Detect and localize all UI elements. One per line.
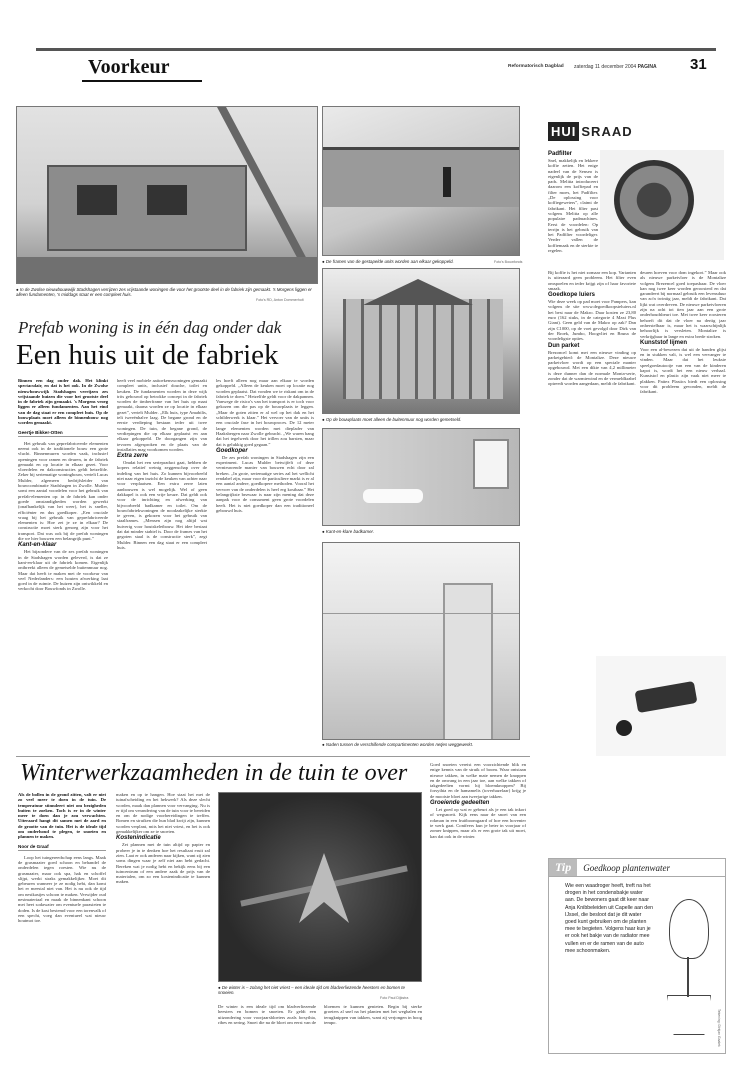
photo-credit: Foto's RD, Anton Dommerholt xyxy=(256,298,304,302)
article1-paragraph: les hoeft alleen nog maar aan elkaar te worden gekoppeld. „Alleen de keuken moet op locatie nog worden geplaatst. Dat vonden we te riskant om in de fabriek te doen.” Hetzelfde geldt voor de dakpannen. Vanwege de risico's van het transport is er toch voor gekozen om die pas op de bouwplaats te leggen. „Maar de goten zitten er al wel op het dak en het schilderwerk is klaar.” Het vervoer van de units is een cruciale fase in het bouwproces. De 12 meter lange elementen worden met dieplader van Haaksbergen naar Zwolle gebracht. „We waren bang dat het tegelwerk door het trillen zou barsten, maar dat is gelukkig goed gegaan.” xyxy=(216,378,314,447)
article2-lead: Als de bollen in de grond zitten, valt er niet zo veel meer te doen in de tuin. De temperatuur stimuleert niet om bezigheden buiten te zoeken. Toch is er in de winter meer te doen dan je zou verwachten. Uiteraard hangt dit samen met de aard en de grootte van de tuin. Het is de ideale tijd om onderhoud te plegen, te snoeien en plannen te maken. xyxy=(18,792,106,840)
article2-col2 xyxy=(116,792,210,1062)
worker xyxy=(443,167,451,197)
glue-bottle xyxy=(635,681,698,713)
photo-credit: Foto Paul Dijkstra xyxy=(380,996,409,1000)
sink xyxy=(363,489,423,503)
photo-caption: ● Kant-en-klare badkamer. xyxy=(322,529,375,534)
tip-tag: Tip xyxy=(549,859,577,876)
photo-scaffolded-houses xyxy=(322,268,520,414)
plant-leaf xyxy=(669,899,709,959)
article2-paragraph: Goed snoeien vereist een voorzichtende blik en enige kennis van de struik of boom. Waar ontstaan nieuwe takken, in welke mate nemen de knoppen en de omvang in een jaar toe, aan welke takken of takgedeelten vormt hij bloemknoppen? Bij forsythia en de hamamelis (toverhazelaar) krijg je de mooiste bloei aan tweejarige takken. xyxy=(430,762,526,799)
article1-paragraph: Het bijzondere van de zes prefab woningen in de Stadshagen worden geleverd, is dat ze kant-en-klaar uit de fabriek komen. Eigenlijk ontbreekt alleen de gemetselde buitenmuur nog. Maar dat heeft te maken met de voorkeur van veel Nederlanders: een houten afwerking laat goed in de ruimte. De huizen zijn ontwikkeld en verkocht door Bouwfonds in Zwolle. xyxy=(18,549,108,592)
photo-caption: ● Op de bouwplaats moet alleen de buitenmuur nog worden gemetseld. xyxy=(322,417,462,422)
plant-pot xyxy=(667,995,711,1035)
page-number: 31 xyxy=(690,56,707,73)
photo-crane-lifting-unit xyxy=(16,106,318,284)
huisraad-item-title: Padfilter xyxy=(548,151,573,157)
newspaper-name: Reformatorisch Dagblad xyxy=(508,64,564,69)
caption-text: De winter is – zolang het niet vriest – een ideale tijd om bladverliezende heesters en bomen te snoeien. xyxy=(218,985,405,995)
tip-illustration xyxy=(657,899,719,1039)
page-label: PAGINA xyxy=(637,64,657,70)
photo-bathroom xyxy=(322,428,520,526)
ground xyxy=(17,257,318,284)
article2-subhead: Kostenindicatie xyxy=(116,835,161,842)
page-header xyxy=(0,0,738,80)
article2-col4 xyxy=(430,762,526,1062)
article1-headline: Een huis uit de fabriek xyxy=(16,339,279,371)
article2-paragraph: De winter is een ideale tijd om bladverliezende heesters en bomen te snoeien. Er geldt een uitzondering voor voorjaarsbloeiers zoals forsythia, ribes en sering. Snoei die na de bloei om eerst van de bloemen te kunnen genieten. Begin bij sterke groeiers al snel na het planten met het wegbalen en terugknippen van takken, want zij verjongen in hoog tempo. xyxy=(218,1004,422,1025)
caption-text: Op de bouwplaats moet alleen de buitenmuur nog worden gemetseld. xyxy=(325,417,462,422)
padfilter-disc xyxy=(614,160,694,240)
issue-date xyxy=(574,64,657,70)
tip-text: Wie een waadroger heeft, treft na het drogen in het condensbakje water aan. De bewoners gaat dit keer naar Anja Knibbeleiden uit Capelle aan den IJssel, die besloot dat je dit water goed kunt gebruiken om de planten mee te begieten. Volgens haar kun je er ook het bakje van de radiator mee vullen en er de ramen van de auto mee schoonmaken. xyxy=(565,883,653,954)
house-block xyxy=(343,299,503,399)
photo-caption: ● In de Zwolse nieuwbouwwijk Stadshagen verrijzen zes vrijstaande woningen die voor het grootste deel in de fabriek zijn gemaakt. 's Morgens liggen er alleen fundamenten, 's middags staat er een compleet huis. xyxy=(16,287,312,297)
tip-header xyxy=(549,859,725,877)
huisraad-item-text: Bij koffie is het niet zomaar een kop. Varianten is uiteraard geen probleem. Het filter even omspoelen en ieder krijgt zijn of haar favoriete smaak. xyxy=(548,270,636,291)
photo-frames-coupled xyxy=(322,106,520,256)
cap-piece xyxy=(616,720,632,736)
article1-paragraph: Het gebruik van geprefabriceerde elementen neemt ook in de traditionele bouw een grote vlucht. Binnenmuren worden vaak, inclusief openingen voor ramen en deuren, in de fabriek gemaakt en op locatie in elkaar gezet. Voor vloerdelen en dakconstructies geldt hetzelfde. Zeker bij seriematige woningbouw, vertelt Lucas Mulder, algemeen bedrijfsleider van bouwcombinatie Stadshagen in Zwolle. Mulder somt een aantal voordelen voor het gebruik van prefab-elementen op: in de fabriek kan onder goede omstandigheden worden gewerkt (onafhankelijk van het weer), het is sneller, efficiënter en dus goedkoper. „Een cruciale vraag bij het gebruik van geprefabriceerde elementen is: Hoe zet je ze in elkaar? De constructie moet sterk genoeg zijn voor het transport. Dat was ook bij de prefab woningen die we hier bouwen een belangrijk punt.” xyxy=(18,440,108,542)
section-divider xyxy=(16,756,530,757)
huisraad-logo xyxy=(548,120,633,142)
article2-paragraph: Let goed op wat er gebeurt als je een tak inkort of wegsnoeit. Kijk eens naar de snoei van een rokman in een fruitboomgaard of hoe een hovenier te werk gaat. Conifeers kun je beter in voorjaar of zomer knippen, maar als er een grote tak uit moet, kan dat ook in de winter. xyxy=(430,807,526,839)
huisraad-logo-rest: SRAAD xyxy=(581,123,633,139)
article2-subhead: Groeiende gedeelten xyxy=(430,800,490,807)
article1-paragraph: De zes prefab woningen in Stadshagen zijn een experiment. Lucas Mulder betwijfelt of deze vernieuwende manier van bouwen echt door zal breken. „In grote, seriematige series zal het wellicht rendabel zijn, maar voor de particuliere markt is er al een aantal andere, goedkopere methoden. Vooral het vervoer van de onderdelen is heel erg kostbaar.” Het belangrijkste bezwaar is naar zijn mening dat deze aanpak voor de consument geen grote voordelen heeft. Het is niet goedkoper dan een traditioneel gebouwd huis. xyxy=(216,454,314,513)
article2-paragraph: Zet plannen met de tuin altijd op papier en probeer je in te denken hoe het resultaat eruit zal zien. Laat er ook anderen naar kijken, want zij zien soms dingen waar je zelf niet aan hebt gedacht. Bereken wat je nodig hebt en bekijk eens bij een tuincentrum of een andere zaak de prijs van de materialen, om zo een kostenindicatie te kunnen maken. xyxy=(116,842,210,885)
photo-credit: Foto's Bouwfonds xyxy=(494,260,523,264)
article2-headline: Winterwerkzaamheden in de tuin te over xyxy=(20,760,408,786)
article2-paragraph: maken en op te hangen. Hoe staat het met de tuinafscheiding en het hekwerk? Als deze slecht worden, maak dan plannen voor vervanging. Nu is er tijd om verandering van de tuin voor te bereiden en om de nodige voorbereidingen te treffen. Bomen en struiken die hun blad kwijt zijn, kunnen worden verplant, mits het niet vriest, en het is ook gemakkelijker om ze te snoeien. xyxy=(116,792,210,835)
caption-text: Naden tussen de verschillende compartimenten worden netjes weggewerkt. xyxy=(325,742,474,747)
photo-caption: ● Naden tussen de verschillende compartimenten worden netjes weggewerkt. xyxy=(322,742,474,747)
article1-paragraph: heeft veel mobiele aaitoekenswoningen gemaakt compleet units, inclusief douche, toilet en keuken. De fundamenten worden in deze wijk trits gebouwd op betrokke concept in de fabriek worden de timberframe van het huis op maat gemaakt, daarna worden ze op locatie in elkaar gezet”, vertelt Mulder. „Elk huis, type Amabilis, telt tweeënhalve laag. De begane grond en de eerste verdieping bestaan ieder uit twee woningen. De tuin, de begane grond, de verdiepingen die op elkaar geplaatst en aan elkaar gekoppeld. De doorgangen zijn van tevoren afgesproken en de plaats van de installaties mag voorkomen worden. xyxy=(117,378,207,452)
article2-byline: Noor de Graaf xyxy=(18,843,106,851)
caption-text: Kant-en-klare badkamer. xyxy=(325,529,375,534)
article2-col3 xyxy=(218,1004,422,1064)
huisraad-item-title: Dun parket xyxy=(548,342,580,349)
article1-col2 xyxy=(117,378,207,750)
article1-subhead: Extra zerre xyxy=(117,453,149,460)
huisraad-col2 xyxy=(640,270,726,720)
huisraad-item-text: deuren hoeven voor dom ingekort.” Maar ook als nieuwe parketvloer is de Montalize volgens Brezencel goed toepasbaar. De vloer kan nog twee keer worden geroosterd en dat garandeert bij normaal gebruik een levensduur van zo'n twintig jaar, meldt de fabrikant. Dat lijkt wat overdreven. De nieuwe parketvloeren zijn na acht tot tien jaar aan een grote onderhoudsbeurt toe. Met twee keer roosteren behoeft dit dat de vloer na dertig jaar onherstelbaar is, maar het is waarschijnlijk behoorlijk is versleten. Montalize is verkrijgbaar in lange en extra brede stroken. xyxy=(640,270,726,339)
unit-window xyxy=(77,185,117,215)
roof xyxy=(363,279,473,305)
tip-credit: Tekening: Dirkjan Gaalek xyxy=(717,1009,721,1047)
article1-subhead: Goedkoper xyxy=(216,447,248,454)
door-opening xyxy=(443,583,493,740)
caption-text: De frames van de gestapelde units worden aan elkaar gekoppeld. xyxy=(325,259,454,264)
huisraad-logo-box: HUI xyxy=(548,122,579,141)
article1-byline: Geertje Bikker-Otten xyxy=(18,429,108,437)
article1-paragraph: Omdat het een seriepraduct gaat, hebben de kopers relatief weinig zeggenschap over de indeling van het huis. Zo kunnen bijvoorbeeld niet naar eigen inzicht de keuken van achter naar voor verplaatsen. Een extra zerre laten aanbouwen is wel mogelijk. Wel of geen dakkapel is ook een vrije keuze. Dat geldt ook voor de inrichting en afwerking van bijvoorbeeld badkamer en toilet. Om de bouwfabriekwoningen de noodzakelijke sterkte te geven, is gekozen voor het gebruik van staalframes. „Mensen zijn nog altijd wat huiverig voor houtskeletbouw. Het idee bestaat dat dat minder stabiel is. Door de frames van het gegoten staal is de constructie sterk”, zegt Mulder. Binnen een dag staat er een compleet huis. xyxy=(117,460,207,550)
window xyxy=(473,439,509,489)
article2-paragraph: Loop het tuingereedschap eens langs. Maak de grasmaaier goed schoon en behandel de onderdelen tegen roesten. Wie nu de grasmaaier, maar ook spa, hak en schoffel slijpt, werkt straks gemakkelijker. Moet dit gebeuren wanneer je ze nodig hebt, dan komt het er meestal niet van. Het is nu ook de tijd om nestkastjes schoon te maken. Verwijder oud nestmateriaal en maak de binnenkant schoon met heet sodawater om eventuele parasieten te doden. Is de kast bestemd voor een torenvalk of een specht, voeg dan eventueel wat nieuw houtmot toe. xyxy=(18,854,106,924)
header-rule xyxy=(36,48,716,51)
frame-unit xyxy=(323,147,520,207)
section-title: Voorkeur xyxy=(88,56,170,78)
photo-padfilter xyxy=(600,150,724,260)
article1-col3 xyxy=(216,378,314,750)
photo-pruning-shears xyxy=(218,792,422,982)
huisraad-item-text: Wie deze week op pad moet voor Pampers, kan volgens de site www.degoedkoopsteluiers.nl het best naar de Makro. Daar kosten ze 23,80 euro (162 stuks, in de categorie 4 Maxi Plus Giant). Geen geld van de Makro op zak? Dan zijn C1000, op de voet gevolgd door Dirk van der Broek, Jumbo, Hoogvliet en Bruna de voordeligste opties. xyxy=(548,299,636,342)
huisraad-item-text: Snel, makkelijk en lekkere koffie zetten. Het enige nadeel van de Senseo is eigenlijk de prijs van de pads. Melitta introduceert daarom een koffiepad en filter moes, het Padfilter. „De oplossing voor koffiegeweters”, claimt de fabrikant. Het filter past volgens Melitta op alle populaire padmachines. Eerst de voordelen: Op terrijn is het gebruik van het Padfilter voordeliger. Verder vallen de koffiemaak en de sterkte te regelen. xyxy=(548,158,598,254)
photo-caption: ● De winter is – zolang het niet vriest – een ideale tijd om bladverliezende heesters en bomen te snoeien. xyxy=(218,985,405,995)
tip-box xyxy=(548,858,726,1054)
section-underline xyxy=(82,80,202,82)
article1-col1 xyxy=(18,378,108,750)
huisraad-col1 xyxy=(548,150,598,268)
article1-subhead: Kant-en-klaar xyxy=(18,542,57,549)
huisraad-item-text: Brezoncel komt met een nieuwe vinding op parketgebied: de Montalize. Deze nieuwe parketvloer wordt op een speciale manier opgebouwd. Met een dikte van 4,2 millimeter is deze dunner dan de normale Monta-serie, zonder dat de warmtewind en de vermeldkrabel optreedt worden aangedaan, meldt de fabrikant. xyxy=(548,349,636,387)
photo-caption: ● De frames van de gestapelde units worden aan elkaar gekoppeld. xyxy=(322,259,454,264)
huisraad-item-title: Goedkope luiers xyxy=(548,292,596,299)
article1-lead: Binnen een dag onder dak. Het klinkt spectaculair, en dat is het ook. In de Zwolse nieuwbouwwijk Stadshagen verrijzen zes vrijstaande huizen die voor het grootste deel in de fabriek zijn gemaakt. 's Morgens vroeg liggen er alleen fundamenten. Aan het eind van de dag staat er een compleet huis. Op de bouwplaats moet alleen de binnenbouw nog worden gemaakt. xyxy=(18,378,108,426)
plant-stem xyxy=(687,957,689,997)
huisraad-item-text: Voor een al-bewezen dat uit de handen glijst en in stukken valt, is wel een vervanger te vinden. Maar dat het leukste speelgoedautootje van een van de kinderen kapot is, wordt het een nieuw verhaal. Kunststof en plastic zijn vaak niet meer te plakken. Pattex Plastics biedt een oplossing voor dit probleem gevonden, meldt de fabrikant. xyxy=(640,346,726,395)
photo-interior-seams xyxy=(322,542,520,740)
tip-title: Goedkoop plantenwater xyxy=(583,862,670,873)
date-text: zaterdag 11 december 2004 xyxy=(574,64,637,70)
article1-kicker: Prefab woning is in één dag onder dak xyxy=(18,318,282,337)
photo-parket-tools xyxy=(596,656,726,756)
article2-col1 xyxy=(18,792,106,1062)
ceiling-seam xyxy=(323,613,520,614)
huisraad-item-title: Kunststof lijmen xyxy=(640,339,688,346)
caption-text: In de Zwolse nieuwbouwwijk Stadshagen verrijzen zes vrijstaande woningen die voor het grootste deel in de fabriek zijn gemaakt. 's Morgens liggen er alleen fundamenten, 's middags staat er een compleet huis. xyxy=(16,287,312,297)
unit-window xyxy=(147,185,187,215)
